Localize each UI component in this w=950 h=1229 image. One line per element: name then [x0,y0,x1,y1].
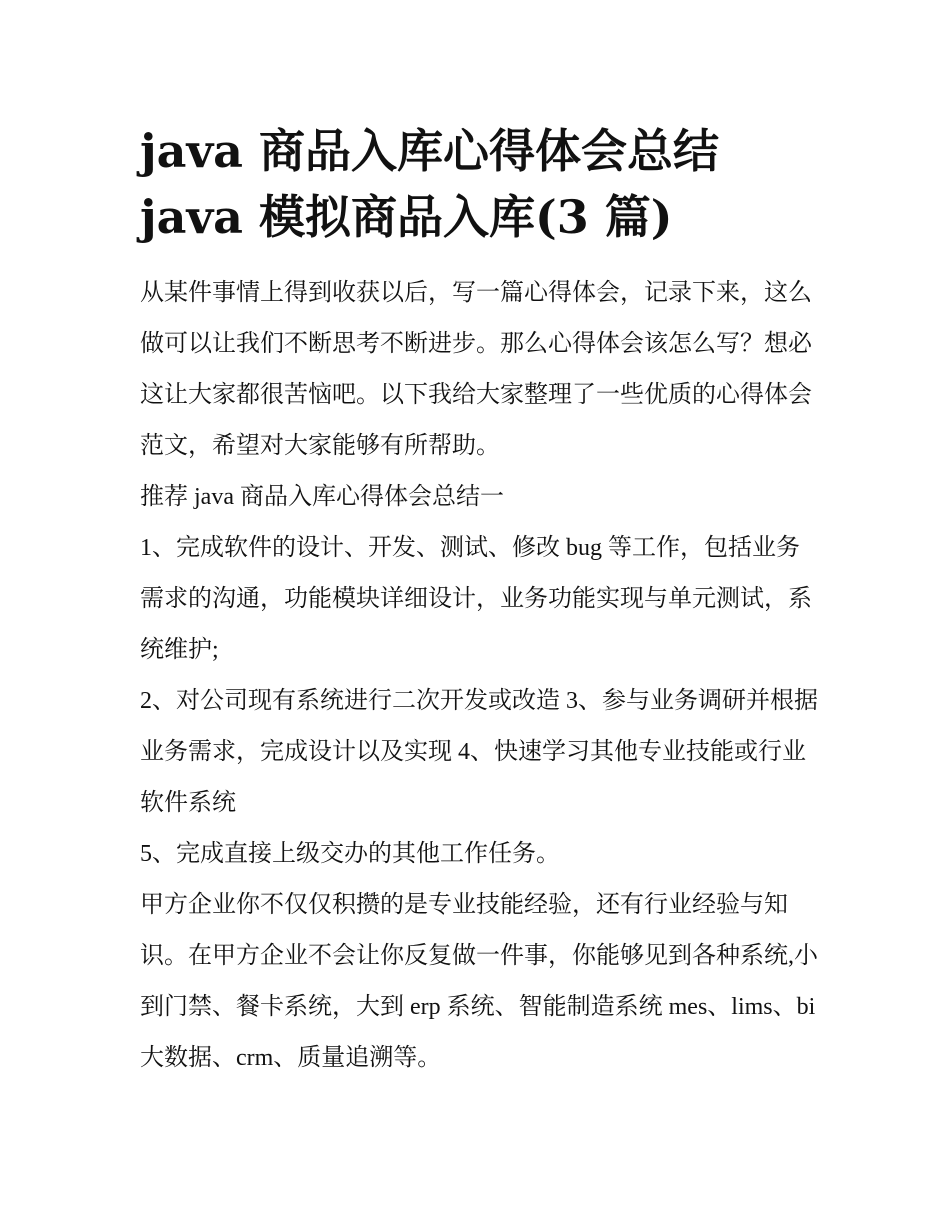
intro-paragraph: 从某件事情上得到收获以后，写一篇心得体会，记录下来，这么做可以让我们不断思考不断进步。那么心得体会该怎么写？想必这让大家都很苦恼吧。以下我给大家整理了一些优质的心得体会范文，希望对大家能够有所帮助。 [140,280,812,459]
document-body [140,268,820,1084]
title-line-2: java 模拟商品入库(3 篇) [140,190,673,244]
list-item-5: 5、完成直接上级交办的其他工作任务。 [140,841,560,867]
list-item-2: 2、对公司现有系统进行二次开发或改造 3、参与业务调研并根据业务需求，完成设计以及实现 4、快速学习其他专业技能或行业软件系统 [140,688,818,816]
title-line-1: java 商品入库心得体会总结 [140,124,719,178]
document-page [140,118,820,1084]
list-item-1: 1、完成软件的设计、开发、测试、修改 bug 等工作，包括业务需求的沟通，功能模块详细设计，业务功能实现与单元测试，系统维护; [140,535,812,663]
document-title [140,118,820,250]
section-heading: 推荐 java 商品入库心得体会总结一 [140,484,504,510]
closing-paragraph: 甲方企业你不仅仅积攒的是专业技能经验，还有行业经验与知识。在甲方企业不会让你反复做一件事，你能够见到各种系统,小到门禁、餐卡系统，大到 erp 系统、智能制造系统 mes、lims、bi 大数据、crm、质量追溯等。 [140,892,818,1071]
